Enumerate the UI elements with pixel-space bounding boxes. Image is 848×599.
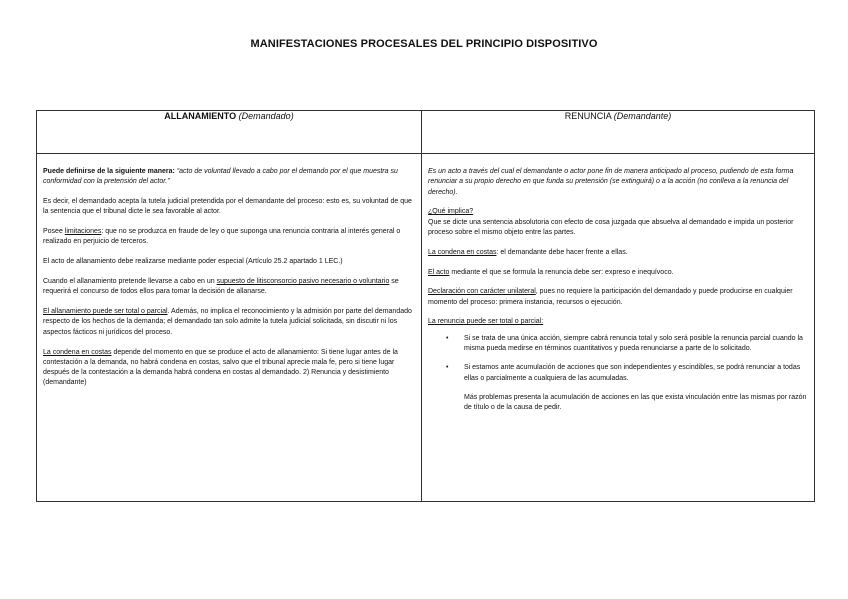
renuncia-costas <box>428 248 808 258</box>
comparison-table <box>36 110 815 502</box>
header-allanamiento <box>37 111 422 154</box>
header-renuncia-role: (Demandante) <box>613 111 672 121</box>
list-item: • Si se trata de una única acción, siempre cabrá renuncia total y solo será posible la renuncia parcial cuando la misma pueda medirse en términos cuantitativos y pueda renunciarse a parte de lo solicitado. <box>464 334 808 355</box>
special-power-text: El acto de allanamiento debe realizarse mediante poder especial (Artículo 25.2 apartado 1 LEC.) <box>43 258 343 266</box>
allanamiento-limitations <box>43 227 415 248</box>
renuncia-unilateral <box>428 287 808 308</box>
acto-term: El acto <box>428 268 450 276</box>
allanamiento-litisconsorcio <box>43 277 415 298</box>
unilateral-term: Declaración con carácter unilateral <box>428 288 536 296</box>
header-allanamiento-role: (Demandado) <box>238 111 294 121</box>
renuncia-definition-text: Es un acto a través del cual el demandante o actor pone fin de manera anticipado al proceso, pudiendo de esta forma renunciar a su propio derecho en que funda su pretensión (se extinguirá) o a la acción (no conlleva a la renuncia del derecho). <box>428 168 794 196</box>
implica-term: ¿Qué implica? <box>428 208 474 216</box>
explanation-text: Es decir, el demandado acepta la tutela judicial pretendida por el demandante del proceso: esto es, su voluntad de que la sentencia que el tribunal dicte le sea favorable al actor. <box>43 198 412 216</box>
litisconsorcio-text: se requerirá el concurso de todos ellos para tomar la decisión de allanarse. <box>43 278 399 296</box>
header-renuncia <box>422 111 815 154</box>
renuncia-cell <box>422 154 815 502</box>
table-header-row <box>37 111 815 154</box>
costas-text: depende del momento en que se produce el acto de allanamiento: Si tiene lugar antes de la contestación a la demanda, no habrá condena en costas, salvo que el tribunal aprecie mala fe, pero si tiene lugar después de la contestación a la demanda habrá condena en costas al demandado. 2) Renuncia y desistimiento (demandante) <box>43 348 398 387</box>
renuncia-bullet-list <box>428 334 808 384</box>
limitations-pre: Posee <box>43 228 65 236</box>
allanamiento-cell <box>37 154 422 502</box>
litisconsorcio-term: supuesto de litisconsorcio pasivo necesario o voluntario <box>216 278 390 286</box>
renuncia-total-parcial-term: La renuncia puede ser total o parcial: <box>428 318 544 326</box>
table-body-row <box>37 154 815 502</box>
document-title: MANIFESTACIONES PROCESALES DEL PRINCIPIO DISPOSITIVO <box>250 38 598 50</box>
total-parcial-text: . Además, no implica el reconocimiento y la admisión por parte del demandado respecto de los hechos de la demanda; el demandado tan solo admite la tutela judicial solicitada, sin discutir ni los aspectos fácticos ni jurídicos del proceso. <box>43 308 412 336</box>
renuncia-total-parcial <box>428 317 808 327</box>
litisconsorcio-pre: Cuando el allanamiento pretende llevarse a cabo en un <box>43 278 217 286</box>
renuncia-costas-text: : el demandante debe hacer frente a ellas. <box>496 248 628 256</box>
renuncia-acto <box>428 268 808 278</box>
allanamiento-costas <box>43 348 415 389</box>
allanamiento-special-power <box>43 257 415 267</box>
limitations-term: limitaciones <box>64 228 102 236</box>
renuncia-costas-term: La condena en costas <box>428 248 497 256</box>
renuncia-implica <box>428 207 808 238</box>
allanamiento-definition <box>43 167 415 188</box>
limitations-text: : que no se produzca en fraude de ley o que suponga una renuncia contraria al interés general o realizado en perjuicio de terceros. <box>43 228 401 246</box>
total-parcial-term: El allanamiento puede ser total o parcial <box>43 308 168 316</box>
header-allanamiento-label: ALLANAMIENTO <box>164 111 237 121</box>
allanamiento-explanation <box>43 197 415 218</box>
allanamiento-total-parcial <box>43 307 415 338</box>
costas-term: La condena en costas <box>43 348 112 356</box>
unilateral-text: , pues no requiere la participación del demandado y puede producirse en cualquier momento del proceso: primera instancia, recursos o ejecución. <box>428 288 793 306</box>
acumulacion-text: Más problemas presenta la acumulación de acciones en las que exista vinculación entre las mismas por razón de título o de la causa de pedir. <box>464 393 807 412</box>
renuncia-acumulacion <box>428 393 808 414</box>
definition-intro: Puede definirse de la siguiente manera: <box>43 168 177 175</box>
implica-text: Que se dicte una sentencia absolutoria con efecto de cosa juzgada que absuelva al demandado e impida un posterior proceso sobre el mismo objeto entre las partes. <box>428 218 794 236</box>
definition-quote: “acto de voluntad llevado a cabo por el demando por el que muestra su conformidad con la pretensión del actor.” <box>43 168 398 186</box>
header-renuncia-label: RENUNCIA <box>564 111 612 121</box>
list-item: • Si estamos ante acumulación de acciones que son independientes y escindibles, se podrá renunciar a todas ellas o parcialmente a cualquiera de las acumuladas. <box>464 363 808 384</box>
acto-text: mediante el que se formula la renuncia debe ser: expreso e inequívoco. <box>449 268 674 276</box>
renuncia-definition <box>428 167 808 198</box>
